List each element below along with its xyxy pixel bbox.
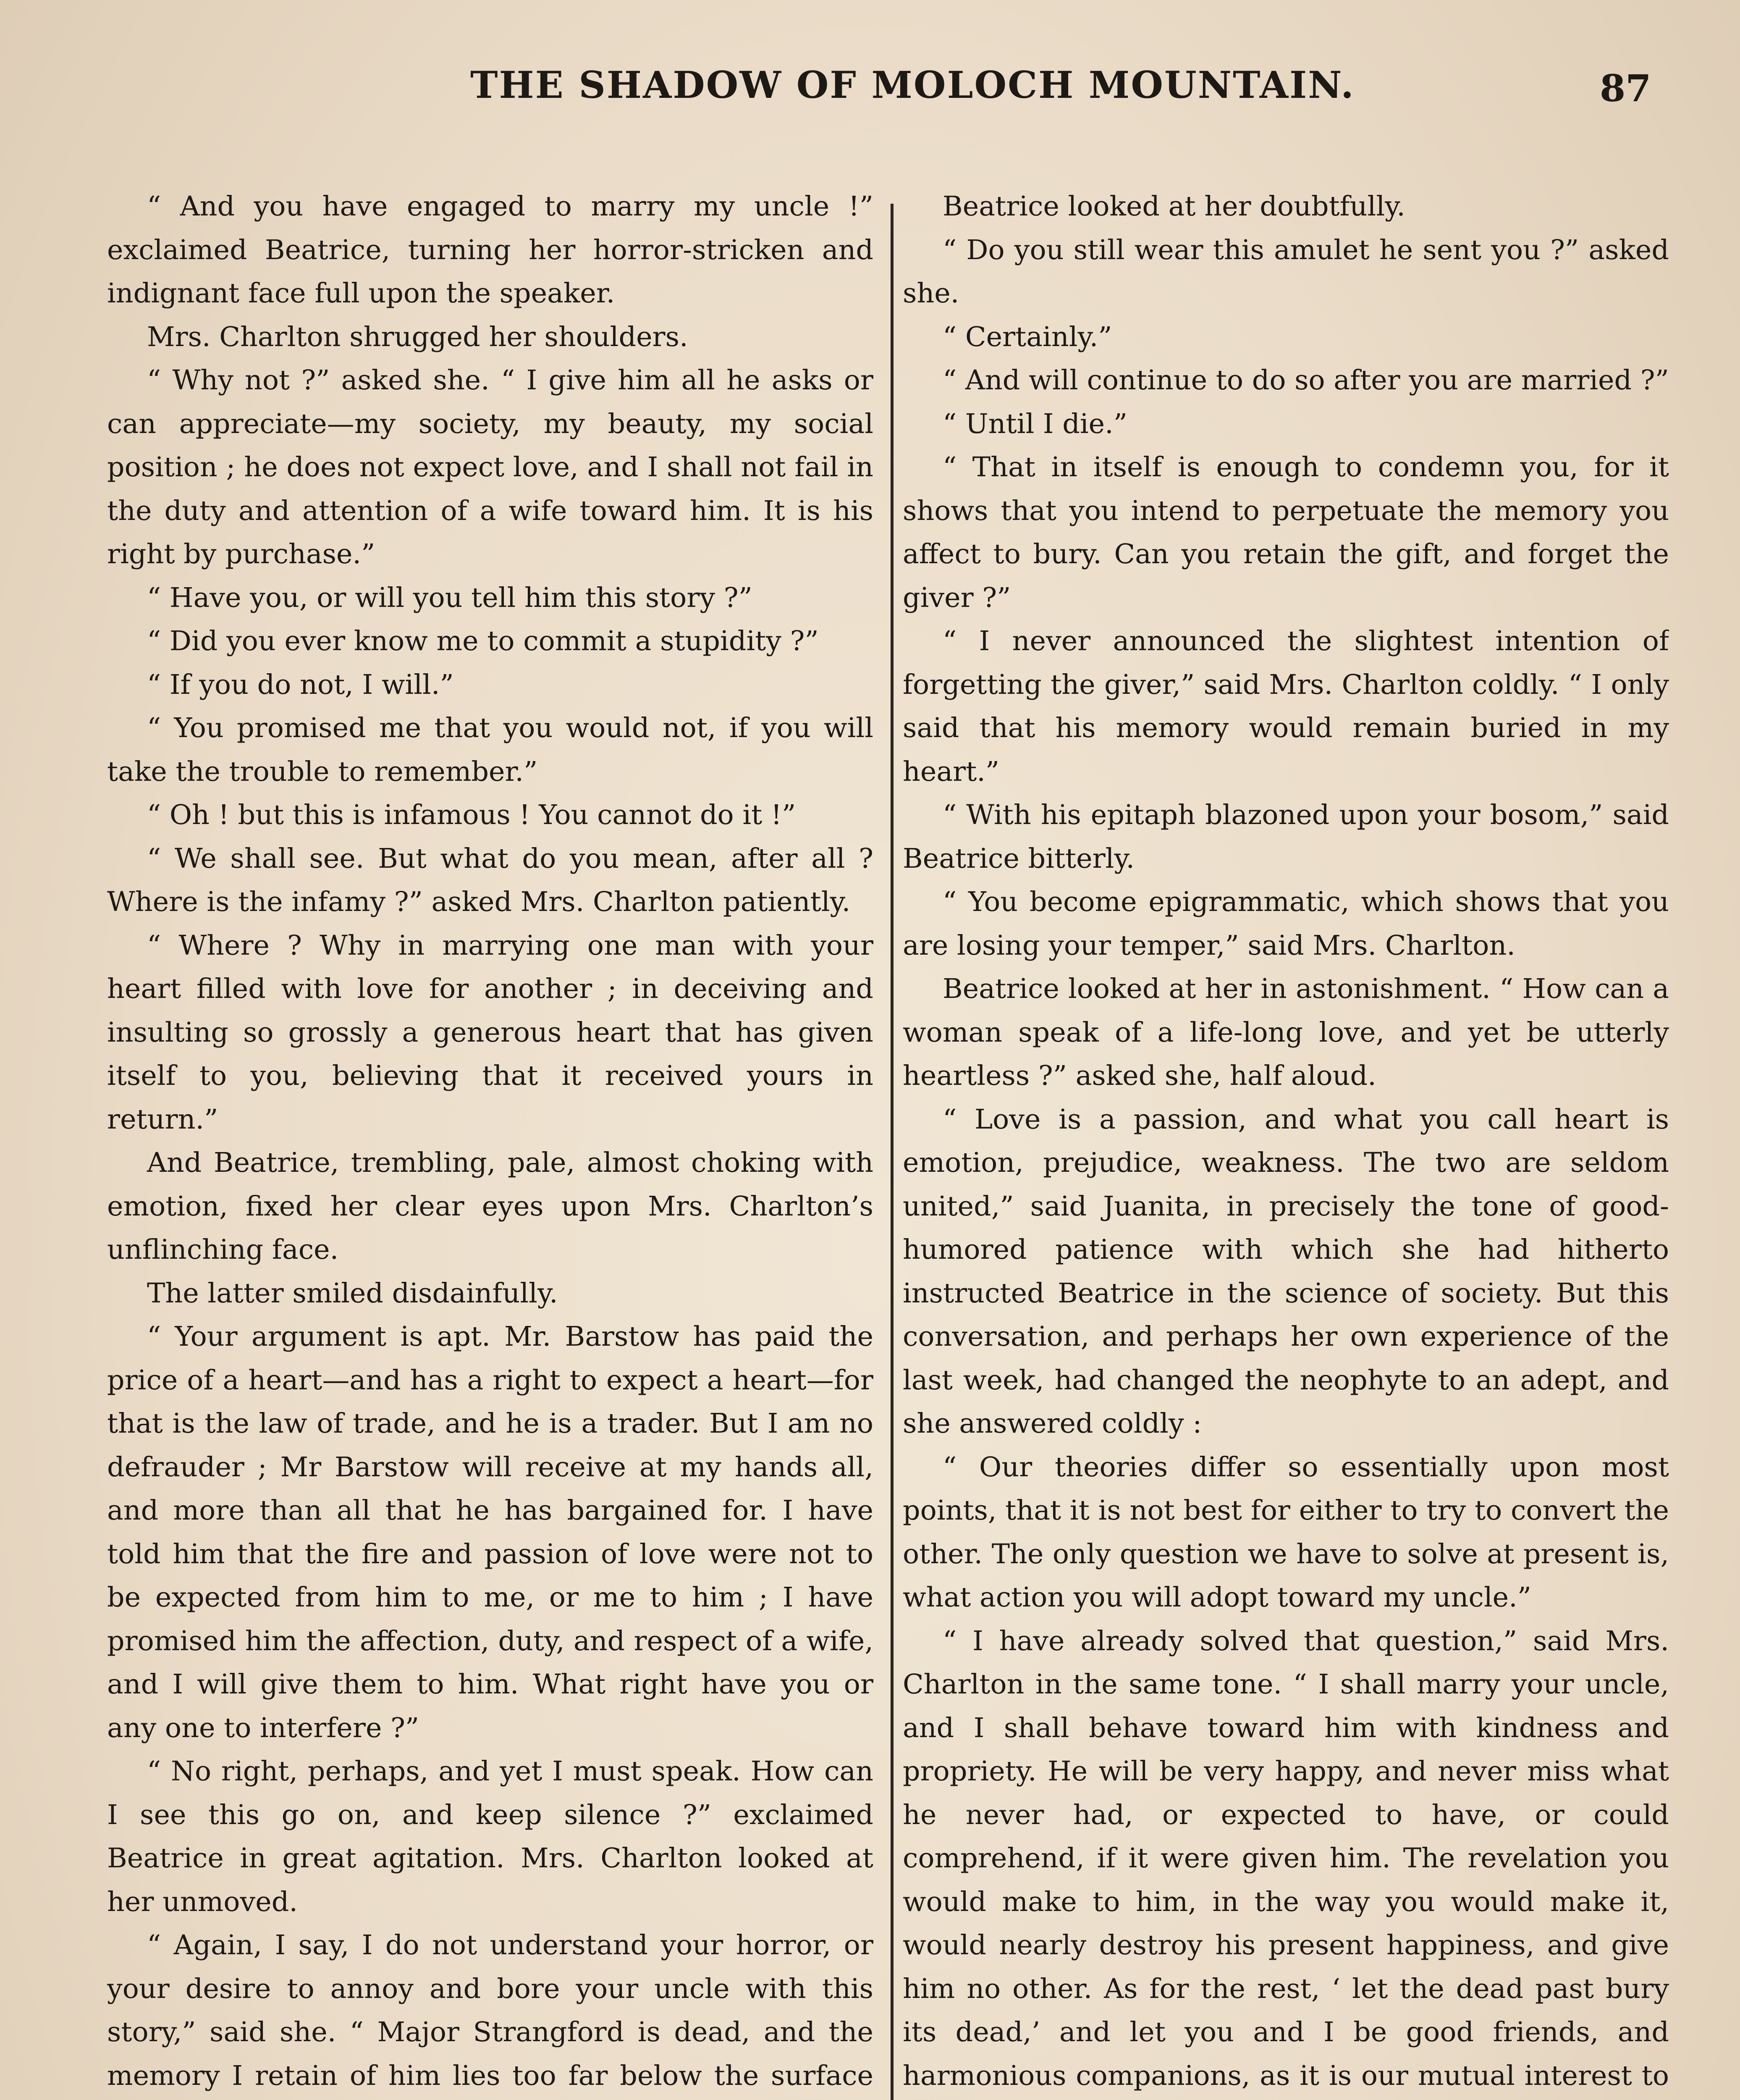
paragraph: “ Love is a passion, and what you call heart is emotion, prejudice, weakness. The two are seldom united,” said Juanita, in precisely the tone of good-humored patience with which she had hitherto instructed Beatrice in the science of society. But this conversation, and perhaps her own experience of the last week, had changed the neophyte to an adept, and she answered coldly : <box>903 1103 1669 1439</box>
paragraph: “ And will continue to do so after you are married ?” <box>943 365 1669 396</box>
left-text-column <box>107 185 873 2100</box>
right-text-column <box>903 185 1669 2100</box>
paragraph: “ Do you still wear this amulet he sent you ?” asked she. <box>903 234 1669 309</box>
paragraph: “ Did you ever know me to commit a stupidity ?” <box>147 625 819 657</box>
running-title: THE SHADOW OF MOLOCH MOUNTAIN. <box>470 63 1355 107</box>
paragraph: “ With his epitaph blazoned upon your bosom,” said Beatrice bitterly. <box>903 799 1669 874</box>
paragraph: Beatrice looked at her in astonishment. “ How can a woman speak of a life-long love, and yet be utterly heartless ?” asked she, half aloud. <box>903 973 1669 1092</box>
paragraph: “ No right, perhaps, and yet I must speak. How can I see this go on, and keep silence ?” exclaimed Beatrice in great agitation. Mrs. Charlton looked at her unmoved. <box>107 1756 873 1918</box>
paragraph: “ Oh ! but this is infamous ! You cannot do it !” <box>147 799 796 831</box>
paragraph: “ You become epigrammatic, which shows that you are losing your temper,” said Mrs. Charlton. <box>903 886 1669 961</box>
paragraph: “ Again, I say, I do not understand your horror, or your desire to annoy and bore your uncle with this story,” said she. “ Major Strangford is dead, and the memory I retain of him lies too far below the surface <box>107 1929 873 2092</box>
paragraph: “ I have already solved that question,” said Mrs. Charlton in the same tone. “ I shall marry your uncle, and I shall behave toward him with kindness and propriety. He will be very happy, and never miss what he never had, or expected to have, or could comprehend, if it were given him. The revelation you would make to him, in the way you would make it, would nearly destroy his present happiness, and give him no other. As for the rest, ‘ let the dead past bury its dead,’ and let you and I be good friends, and harmonious companions, as it is our mutual interest to <box>903 1625 1669 2092</box>
page-number: 87 <box>1600 66 1651 110</box>
paragraph: Beatrice looked at her doubtfully. <box>943 191 1405 222</box>
paragraph: “ Where ? Why in marrying one man with your heart filled with love for another ; in deceiving and insulting so grossly a generous heart that has given itself to you, believing that it received yours in return.” <box>107 929 873 1135</box>
paragraph: “ If you do not, I will.” <box>147 669 454 701</box>
paragraph: “ Certainly.” <box>943 321 1112 353</box>
paragraph: “ Our theories differ so essentially upon most points, that it is not best for either to try to convert the other. The only question we have to solve at present is, what action you will adopt toward my uncle.” <box>903 1451 1669 1613</box>
paragraph: “ I never announced the slightest intention of forgetting the giver,” said Mrs. Charlton coldly. “ I only said that his memory would remain buried in my heart.” <box>903 625 1669 788</box>
paragraph: “ Your argument is apt. Mr. Barstow has paid the price of a heart—and has a right to expect a heart—for that is the law of trade, and he is a trader. But I am no defrauder ; Mr Barstow will receive at my hands all, and more than all that he has bargained for. I have told him that the fire and passion of love were not to be expected from him to me, or me to him ; I have promised him the affection, duty, and respect of a wife, and I will give them to him. What right have you or any one to interfere ?” <box>107 1321 873 1744</box>
column-divider <box>891 204 894 2100</box>
paragraph: Mrs. Charlton shrugged her shoulders. <box>147 321 688 353</box>
paragraph: “ You promised me that you would not, if you will take the trouble to remember.” <box>107 712 873 788</box>
paragraph: The latter smiled disdainfully. <box>147 1277 558 1309</box>
paragraph: “ And you have engaged to marry my uncle !” exclaimed Beatrice, turning her horror-stricken and indignant face full upon the speaker. <box>107 191 873 309</box>
paragraph: “ That in itself is enough to condemn you, for it shows that you intend to perpetuate the memory you affect to bury. Can you retain the gift, and forget the giver ?” <box>903 452 1669 614</box>
paragraph: “ Why not ?” asked she. “ I give him all he asks or can appreciate—my society, my beauty, my social position ; he does not expect love, and I shall not fail in the duty and attention of a wife toward him. It is his right by purchase.” <box>107 365 873 570</box>
paragraph: “ Have you, or will you tell him this story ?” <box>147 582 752 614</box>
paragraph: And Beatrice, trembling, pale, almost choking with emotion, fixed her clear eyes upon Mrs. Charlton’s unflinching face. <box>107 1147 873 1265</box>
paragraph: “ Until I die.” <box>943 408 1127 440</box>
page-header <box>0 63 1740 126</box>
paragraph: “ We shall see. But what do you mean, after all ? Where is the infamy ?” asked Mrs. Charlton patiently. <box>107 843 873 918</box>
